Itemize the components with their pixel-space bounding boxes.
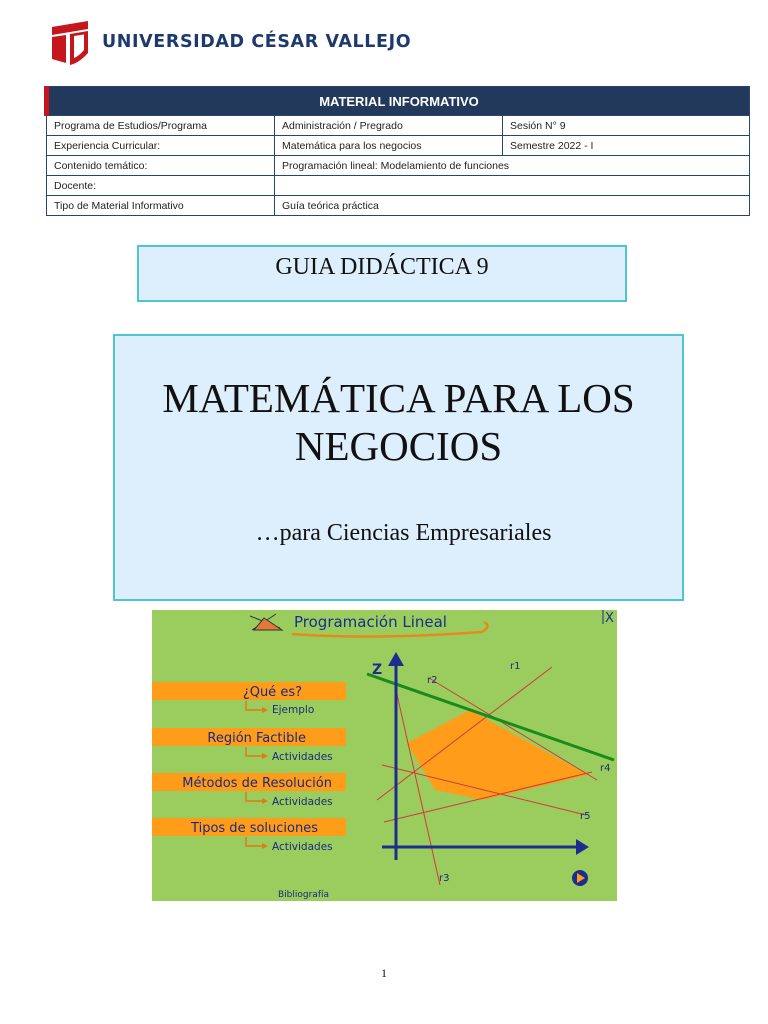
document-subtitle: …para Ciencias Empresariales: [255, 520, 552, 546]
menu-sub: Ejemplo: [272, 704, 315, 716]
university-logo: [50, 18, 411, 66]
line-label-r2: r2: [427, 675, 438, 686]
title-line-1: MATEMÁTICA PARA LOS: [162, 375, 635, 421]
table-row: [47, 176, 750, 196]
menu-sub: Actividades: [272, 796, 333, 808]
title-box: [113, 334, 684, 601]
guide-label: GUIA DIDÁCTICA 9: [275, 254, 489, 280]
table-cell: Docente:: [47, 176, 275, 196]
table-row: [47, 136, 750, 156]
linear-programming-illustration: [152, 610, 617, 901]
axis-label-z: Z: [372, 662, 383, 678]
table-cell: Contenido temático:: [47, 156, 275, 176]
menu-label: Región Factible: [207, 731, 306, 746]
table-cell: [275, 176, 750, 196]
menu-sub: Actividades: [272, 841, 333, 853]
table-cell: Guía teórica práctica: [275, 196, 750, 216]
menu-label: Tipos de soluciones: [191, 821, 318, 836]
line-label-r4: r4: [600, 763, 611, 774]
table-cell: Programa de Estudios/Programa: [47, 116, 275, 136]
info-table-title: MATERIAL INFORMATIVO: [47, 87, 750, 116]
table-cell: Sesión N° 9: [503, 116, 750, 136]
table-cell: Experiencia Curricular:: [47, 136, 275, 156]
table-row: [47, 196, 750, 216]
menu-label: ¿Qué es?: [242, 685, 302, 700]
table-cell: Matemática para los negocios: [275, 136, 503, 156]
ucv-logo-icon: [50, 19, 92, 65]
info-table: [44, 86, 750, 216]
title-line-2: NEGOCIOS: [294, 423, 503, 469]
table-cell: Tipo de Material Informativo: [47, 196, 275, 216]
menu-sub: Actividades: [272, 751, 333, 763]
table-cell: Programación lineal: Modelamiento de funciones: [275, 156, 750, 176]
line-label-r5: r5: [580, 811, 591, 822]
line-label-r1: r1: [510, 661, 521, 672]
table-cell: Semestre 2022 - I: [503, 136, 750, 156]
close-icon: X: [605, 611, 614, 626]
bibliography-link: Bibliografía: [278, 890, 330, 900]
page-number: 1: [381, 966, 387, 980]
table-row: [47, 156, 750, 176]
menu-label: Métodos de Resolución: [182, 776, 332, 791]
illustration-heading: Programación Lineal: [294, 613, 447, 631]
document-title: [115, 374, 682, 470]
line-label-r3: r3: [439, 873, 450, 884]
table-row: [47, 116, 750, 136]
university-name: UNIVERSIDAD CÉSAR VALLEJO: [102, 32, 412, 52]
next-arrow-icon: [572, 870, 588, 886]
table-cell: Administración / Pregrado: [275, 116, 503, 136]
guide-label-box: [137, 245, 627, 302]
